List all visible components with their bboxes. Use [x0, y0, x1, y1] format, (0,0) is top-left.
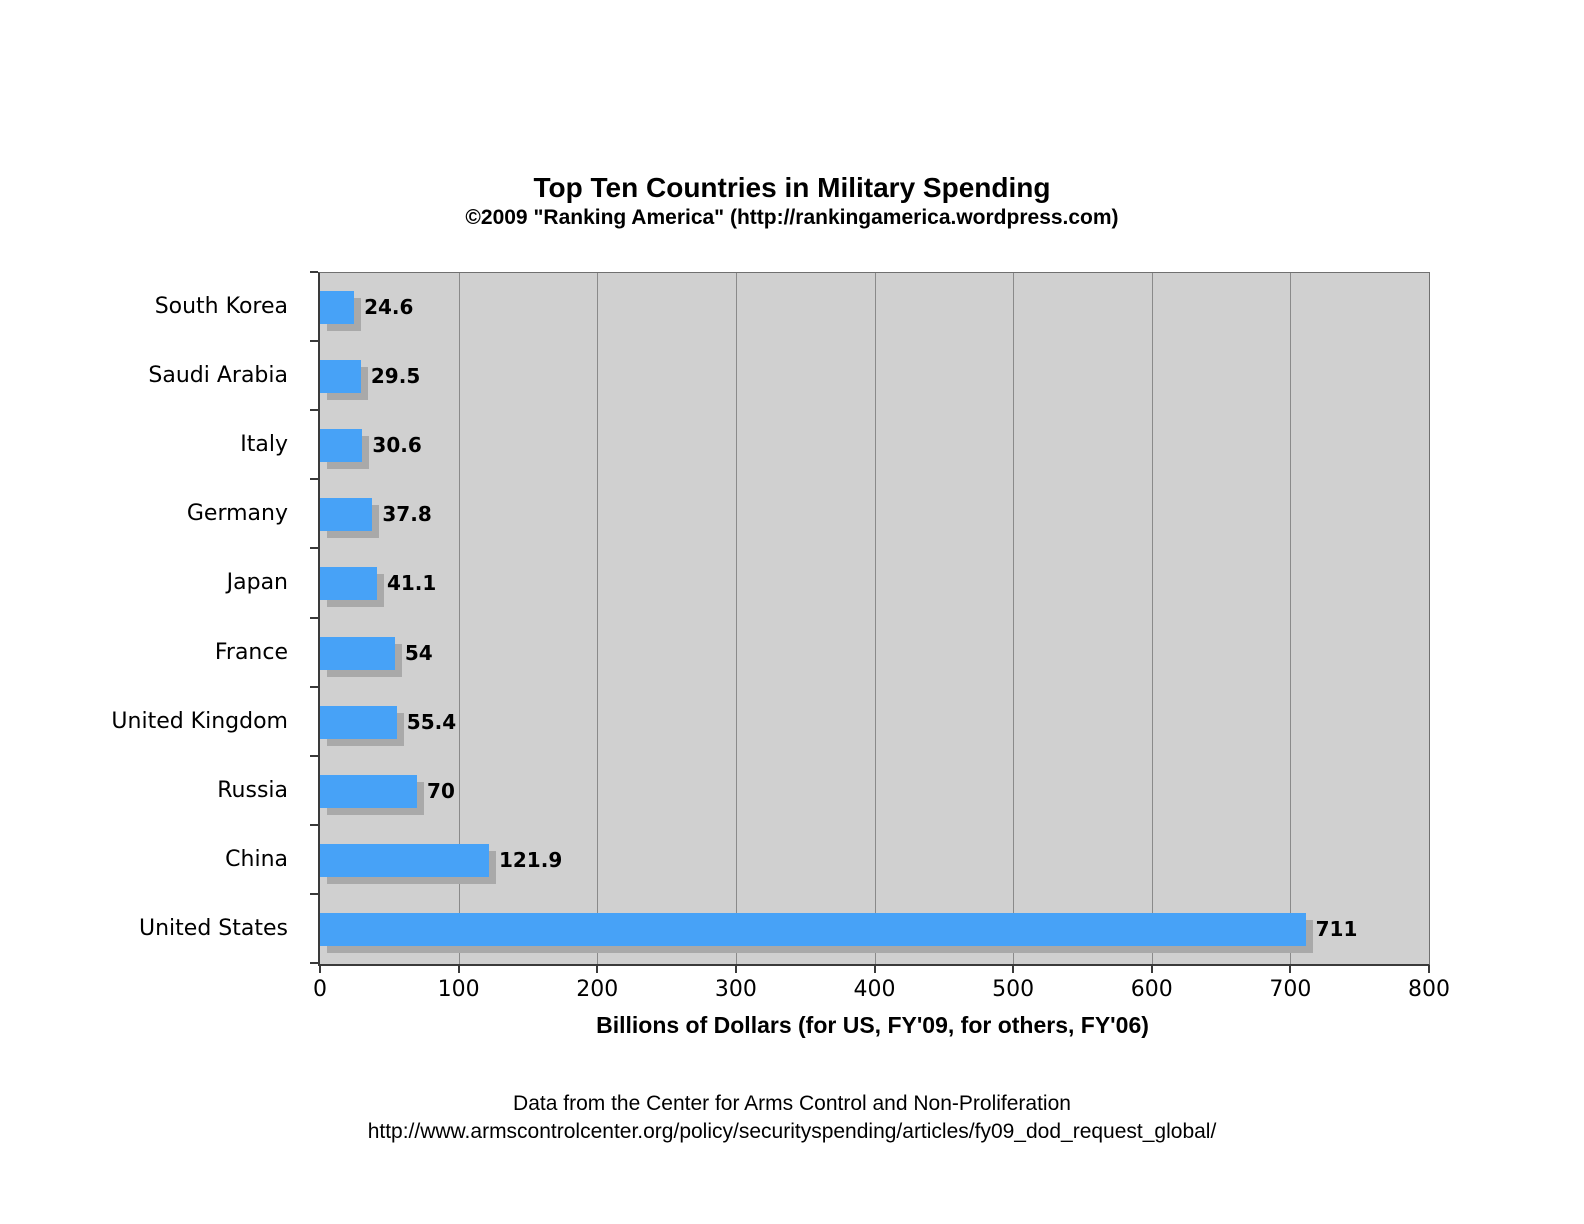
category-label-saudi-arabia: Saudi Arabia — [148, 363, 288, 389]
x-tick-label-0: 0 — [313, 977, 327, 1002]
y-axis-tick — [310, 478, 318, 480]
category-label-south-korea: South Korea — [154, 294, 288, 319]
bar-china — [320, 844, 489, 877]
gridline-300 — [736, 273, 737, 964]
bar-value-label: 29.5 — [370, 364, 421, 389]
x-axis-tick-300 — [735, 965, 737, 973]
bar-japan — [320, 567, 377, 600]
bar-value-label: 711 — [1315, 916, 1358, 941]
bar-value-label: 30.6 — [372, 433, 422, 458]
x-tick-label-400: 400 — [853, 977, 896, 1002]
footer-source-text: Data from the Center for Arms Control and Non-Proliferation — [513, 1092, 1071, 1115]
bar-united-kingdom — [320, 706, 397, 739]
bar-value-label: 41.1 — [386, 571, 437, 596]
x-axis-tick-700 — [1289, 965, 1291, 973]
bar-germany — [320, 498, 372, 531]
bar-south-korea — [320, 291, 354, 324]
bar-value-label: 54 — [404, 640, 433, 665]
y-axis-tick — [310, 617, 318, 619]
gridline-400 — [875, 273, 876, 964]
gridline-600 — [1152, 273, 1153, 964]
footer-source-url: http://www.armscontrolcenter.org/policy/securityspending/articles/fy09_dod_request_global/ — [367, 1120, 1217, 1143]
category-label-russia: Russia — [217, 777, 288, 803]
y-axis-tick — [310, 547, 318, 549]
gridline-700 — [1290, 273, 1291, 964]
x-axis-tick-200 — [596, 965, 598, 973]
x-tick-label-100: 100 — [437, 977, 480, 1002]
x-axis-tick-400 — [874, 965, 876, 973]
y-axis-tick — [310, 686, 318, 688]
category-label-france: France — [214, 639, 288, 665]
bar-united-states — [320, 913, 1306, 946]
bar-italy — [320, 429, 362, 462]
y-axis-tick — [310, 755, 318, 757]
y-axis-tick — [310, 271, 318, 273]
x-tick-label-300: 300 — [714, 977, 757, 1002]
x-tick-label-700: 700 — [1269, 977, 1312, 1002]
y-axis-tick — [310, 340, 318, 342]
plot-area — [318, 272, 1430, 966]
bar-value-label: 121.9 — [498, 847, 563, 872]
category-label-germany: Germany — [186, 501, 288, 527]
gridline-200 — [597, 273, 598, 964]
x-axis-tick-0 — [319, 965, 321, 973]
x-axis-tick-800 — [1428, 965, 1430, 973]
bar-france — [320, 637, 395, 670]
category-label-united-states: United States — [139, 915, 288, 941]
x-axis-tick-500 — [1012, 965, 1014, 973]
x-tick-label-800: 800 — [1408, 977, 1450, 1002]
x-tick-label-200: 200 — [576, 977, 619, 1002]
bar-saudi-arabia — [320, 360, 361, 393]
chart-title: Top Ten Countries in Military Spending — [533, 172, 1051, 203]
bar-value-label: 55.4 — [406, 709, 457, 734]
bar-russia — [320, 775, 417, 808]
x-axis-title: Billions of Dollars (for US, FY'09, for others, FY'06) — [596, 1012, 1149, 1038]
y-axis-tick — [310, 409, 318, 411]
bar-value-label: 37.8 — [382, 502, 432, 527]
y-axis-tick — [310, 962, 318, 964]
bar-value-label: 24.6 — [364, 295, 414, 320]
category-label-italy: Italy — [240, 432, 288, 458]
bar-value-label: 70 — [427, 778, 455, 803]
category-label-united-kingdom: United Kingdom — [111, 708, 288, 734]
gridline-500 — [1013, 273, 1014, 964]
category-label-japan: Japan — [226, 570, 288, 596]
chart-subtitle: ©2009 "Ranking America" (http://rankingamerica.wordpress.com) — [465, 206, 1119, 229]
x-axis-tick-600 — [1151, 965, 1153, 973]
category-label-china: China — [225, 846, 288, 872]
x-tick-label-600: 600 — [1130, 977, 1173, 1002]
x-tick-label-500: 500 — [992, 977, 1035, 1002]
y-axis-tick — [310, 893, 318, 895]
x-axis-tick-100 — [458, 965, 460, 973]
y-axis-tick — [310, 824, 318, 826]
